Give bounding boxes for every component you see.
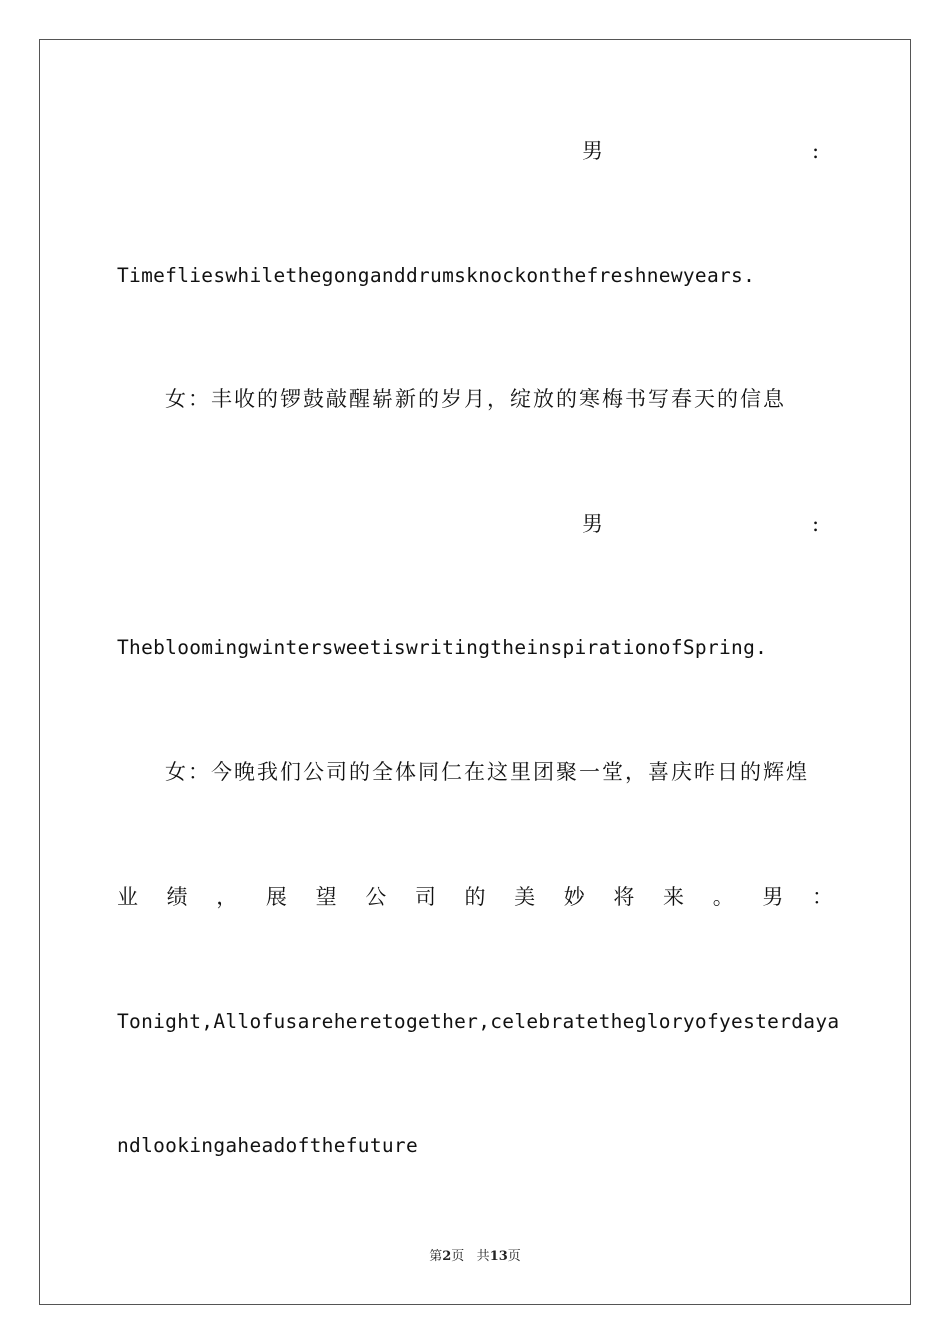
char: 司 (414, 885, 436, 909)
char: 美 (514, 885, 536, 909)
char: 的 (464, 885, 486, 909)
char: 望 (315, 885, 337, 909)
char: 展 (265, 885, 287, 909)
colon: : (812, 512, 820, 536)
char: 来 (663, 885, 685, 909)
female-line-2: 女：今晚我们公司的全体同仁在这里团聚一堂，喜庆昨日的辉煌 (165, 760, 809, 784)
speaker-male: 男 (582, 139, 603, 163)
page-number: 2 (442, 1249, 452, 1264)
char: 男 (762, 885, 784, 909)
speaker-male: 男 (582, 512, 603, 536)
english-line-2: ThebloomingwintersweetiswritingtheinspirationofSpring. (117, 636, 768, 659)
char: 业 (117, 885, 138, 909)
footer-total-prefix: 共 (476, 1249, 490, 1264)
char: ： (811, 885, 833, 909)
page-footer (0, 1245, 950, 1264)
footer-prefix: 第 (429, 1249, 443, 1264)
char: 绩 (166, 885, 188, 909)
colon: : (812, 139, 820, 163)
footer-page-unit: 页 (451, 1249, 465, 1264)
total-pages: 13 (489, 1249, 508, 1264)
char: ， (216, 885, 238, 909)
english-line-3: Tonight,Allofusareheretogether,celebratethegloryofyesterdaya (117, 1010, 840, 1033)
char: 公 (365, 885, 387, 909)
justified-line (117, 883, 833, 911)
footer-total-unit: 页 (507, 1249, 521, 1264)
char: 将 (613, 885, 635, 909)
english-line-4: ndlookingaheadofthefuture (117, 1134, 418, 1157)
female-line-1: 女：丰收的锣鼓敲醒崭新的岁月，绽放的寒梅书写春天的信息 (165, 387, 786, 411)
char: 妙 (563, 885, 585, 909)
char: 。 (712, 885, 734, 909)
page-border (39, 39, 911, 1305)
english-line-1: Timeflieswhilethegonganddrumsknockonthefreshnewyears. (117, 264, 756, 287)
